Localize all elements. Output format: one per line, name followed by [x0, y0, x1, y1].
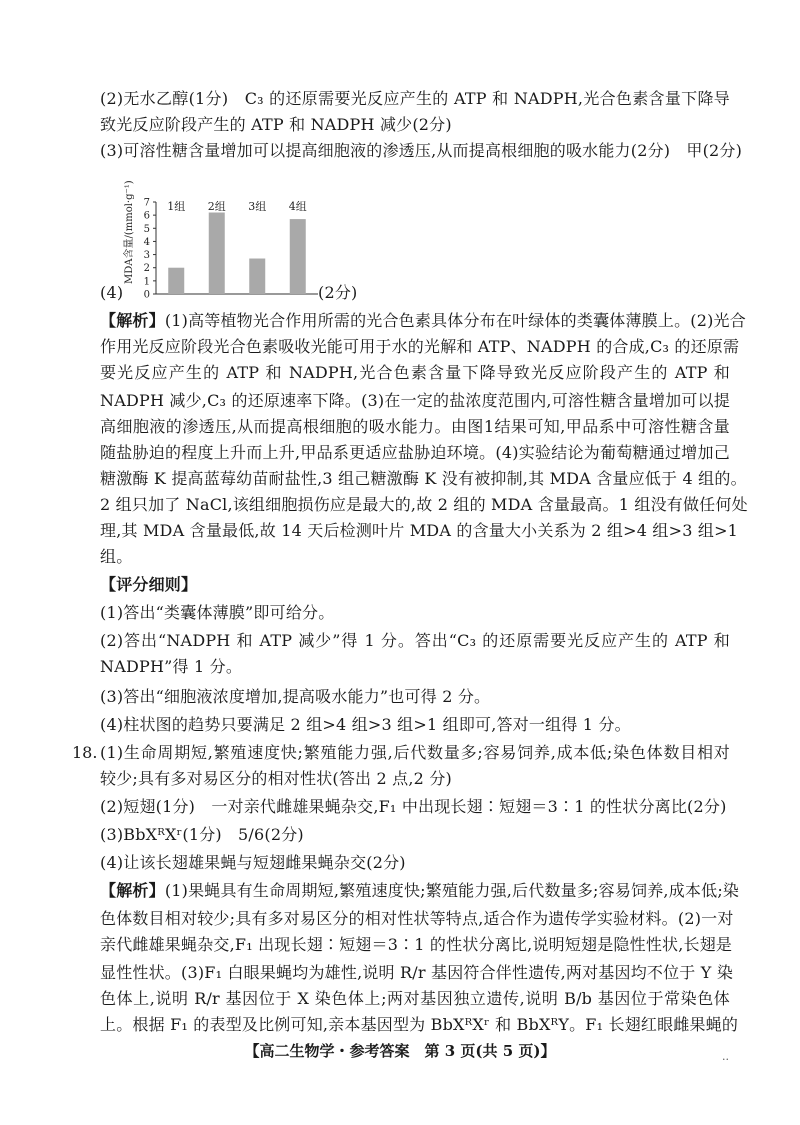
page-footer: 【高二生物学・参考答案 第 3 页(共 5 页)】: [244, 1042, 556, 1060]
analysis-line: 要光反应产生的 ATP 和 NADPH,光合色素含量下降导致光反应阶段产生的 ATP 和: [100, 363, 730, 382]
y-tick-label: 1: [143, 276, 150, 288]
analysis-line: 理,其 MDA 含量最低,故 14 天后检测叶片 MDA 的含量大小关系为 2 组>4 组>3 组>1: [100, 521, 739, 540]
answer-line: (2)无水乙醇(1分) C₃ 的还原需要光反应产生的 ATP 和 NADPH,光合色素含量下降导: [100, 89, 730, 108]
analysis-line: 作用光反应阶段光合色素吸收光能可用于水的光解和 ATP、NADPH 的合成,C₃ 的还原需: [100, 337, 740, 356]
y-tick-label: 4: [143, 236, 150, 248]
bar: [209, 213, 225, 294]
rubric-line: NADPH”得 1 分。: [100, 657, 243, 676]
bar-category-label: 1组: [167, 200, 186, 213]
answer-line: (1)生命周期短,繁殖速度快;繁殖能力强,后代数量多;容易饲养,成本低;染色体数目相对: [100, 743, 730, 762]
bar: [249, 259, 265, 294]
analysis-line: 【解析】(1)高等植物光合作用所需的光合色素具体分布在叶绿体的类囊体薄膜上。(2)光合: [100, 311, 746, 330]
chart-ylabel: MDA含量/(mmol·g⁻¹): [124, 180, 135, 284]
rubric-line: (4)柱状图的趋势只要满足 2 组>4 组>3 组>1 组即可,答对一组得 1 分。: [100, 715, 631, 734]
answer-line: (4)让该长翅雄果蝇与短翅雌果蝇杂交(2分): [100, 853, 406, 872]
analysis-line: 色体上,说明 R/r 基因位于 X 染色体上;两对基因独立遗传,说明 B/b 基因位于常染色体: [100, 989, 730, 1008]
y-tick-label: 3: [143, 250, 150, 262]
y-tick-label: 2: [143, 263, 150, 275]
y-tick-label: 7: [143, 197, 150, 209]
bar: [168, 268, 184, 294]
analysis-line: 糖激酶 K 提高蓝莓幼苗耐盐性,3 组己糖激酶 K 没有被抑制,其 MDA 含量应低于 4 组的。: [100, 469, 747, 488]
rubric-title: 【评分细则】: [100, 575, 198, 594]
answer-line: 致光反应阶段产生的 ATP 和 NADPH 减少(2分): [100, 115, 452, 134]
analysis-line: 随盐胁迫的程度上升而上升,甲品系更适应盐胁迫环境。(4)实验结论为葡萄糖通过增加己: [100, 443, 730, 462]
analysis-line: 组。: [100, 547, 133, 566]
y-tick-label: 0: [143, 289, 150, 301]
answer-line-suffix: (2分): [318, 283, 358, 302]
analysis-line: 2 组只加了 NaCl,该组细胞损伤应是最大的,故 2 组的 MDA 含量最高。1 组没有做任何处: [100, 495, 748, 514]
rubric-line: (2)答出“NADPH 和 ATP 减少”得 1 分。答出“C₃ 的还原需要光反应产生的 ATP 和: [100, 631, 730, 650]
corner-mark: ..: [722, 1050, 729, 1063]
bar: [290, 219, 306, 294]
mda-bar-chart: [118, 168, 328, 303]
analysis-line: 色体数目相对较少;具有多对易区分的相对性状等特点,适合作为遗传学实验材料。(2)一对: [100, 909, 734, 928]
bar-category-label: 2组: [207, 200, 226, 213]
answer-line: (3)可溶性糖含量增加可以提高细胞液的渗透压,从而提高根细胞的吸水能力(2分) 甲(2分): [100, 141, 743, 160]
analysis-line: 【解析】(1)果蝇具有生命周期短,繁殖速度快;繁殖能力强,后代数量多;容易饲养,成本低;染: [100, 881, 740, 900]
bar-category-label: 4组: [288, 200, 307, 213]
rubric-line: (3)答出“细胞液浓度增加,提高吸水能力”也可得 2 分。: [100, 687, 491, 706]
analysis-label: 【解析】: [100, 881, 165, 900]
analysis-label: 【解析】: [100, 311, 165, 330]
bars: [168, 213, 306, 294]
answer-line: (2)短翅(1分) 一对亲代雌雄果蝇杂交,F₁ 中出现长翅∶短翅＝3∶1 的性状分离比(2分): [100, 797, 727, 816]
y-ticks: [144, 198, 156, 301]
rubric-line: (1)答出“类囊体薄膜”即可给分。: [100, 603, 335, 622]
analysis-line: 亲代雌雄果蝇杂交,F₁ 出现长翅∶短翅＝3∶1 的性状分离比,说明短翅是隐性性状,长翅是: [100, 935, 733, 954]
y-tick-label: 5: [143, 223, 150, 235]
analysis-line: 上。根据 F₁ 的表型及比例可知,亲本基因型为 BbXᴿXʳ 和 BbXᴿY。F₁ 长翅红眼雌果蝇的: [100, 1015, 739, 1034]
question-number: 18.: [72, 743, 98, 762]
analysis-line: 高细胞液的渗透压,从而提高根细胞的吸水能力。由图1结果可知,甲品系中可溶性糖含量: [100, 417, 730, 436]
bar-labels: [167, 200, 307, 213]
analysis-line: NADPH 减少,C₃ 的还原速率下降。(3)在一定的盐浓度范围内,可溶性糖含量增加可以提: [100, 391, 730, 410]
analysis-line: 显性性状。(3)F₁ 白眼果蝇均为雄性,说明 R/r 基因符合伴性遗传,两对基因均不位于 Y 染: [100, 963, 734, 982]
bar-category-label: 3组: [248, 200, 267, 213]
y-tick-label: 6: [143, 210, 150, 222]
answer-line-prefix: (4): [100, 283, 124, 302]
answer-line: (3)BbXᴿXʳ(1分) 5/6(2分): [100, 825, 304, 844]
answer-line: 较少;具有多对易区分的相对性状(答出 2 点,2 分): [100, 769, 452, 788]
